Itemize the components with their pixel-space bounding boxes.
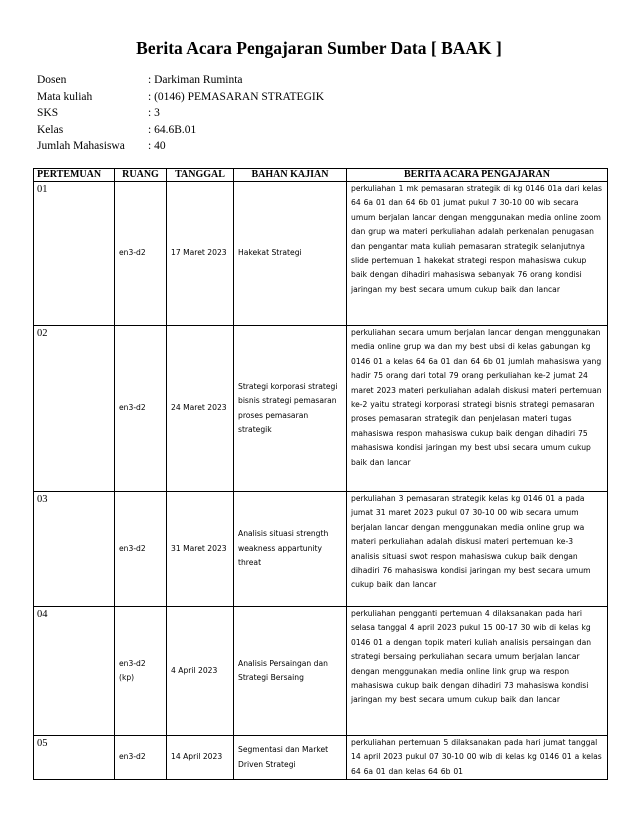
table-row xyxy=(34,736,608,780)
meta-label: Mata kuliah xyxy=(37,90,93,103)
header-pertemuan: PERTEMUAN xyxy=(34,169,115,182)
cell-bahan-kajian: Hakekat Strategi xyxy=(234,182,347,326)
header-tanggal: TANGGAL xyxy=(167,169,234,182)
berita-text: perkuliahan 1 mk pemasaran strategik di kg 0146 01a dari kelas 64 6a 01 dan 64 6b 01 jumat pukul 7 30-10 00 wib secara umum berjalan lancar dengan menggunakan media online zoom dan grup wa materi perkuliahan adalah perkenalan penugasan dan pengantar mata kuliah pemasaran strategik selanjutnya slide pertemuan 1 hakekat strategi respon mahasiswa cukup baik dengan dihadiri mahasiswa sebanyak 76 orang kondisi jaringan my best secara umum cukup baik dan lancar xyxy=(351,184,602,294)
header-berita-acara: BERITA ACARA PENGAJARAN xyxy=(347,169,608,182)
cell-pertemuan: 04 xyxy=(34,607,115,736)
berita-acara-table xyxy=(33,168,608,780)
table-row xyxy=(34,326,608,492)
cell-tanggal: 4 April 2023 xyxy=(167,607,234,736)
cell-bahan-kajian: Segmentasi dan Market Driven Strategi xyxy=(234,736,347,780)
meta-row-mata-kuliah xyxy=(37,89,324,106)
cell-pertemuan: 05 xyxy=(34,736,115,780)
meta-value: : 64.6B.01 xyxy=(148,123,197,136)
cell-pertemuan: 02 xyxy=(34,326,115,492)
meta-value: : (0146) PEMASARAN STRATEGIK xyxy=(148,90,325,103)
cell-tanggal: 24 Maret 2023 xyxy=(167,326,234,492)
cell-ruang: en3-d2 (kp) xyxy=(115,607,167,736)
meta-row-sks xyxy=(37,105,324,122)
cell-bahan-kajian: Strategi korporasi strategi bisnis strategi pemasaran proses pemasaran strategik xyxy=(234,326,347,492)
meta-row-jumlah-mahasiswa xyxy=(37,138,324,155)
cell-ruang: en3-d2 xyxy=(115,492,167,607)
cell-berita-acara xyxy=(347,736,608,780)
table-row xyxy=(34,607,608,736)
meta-row-dosen xyxy=(37,72,324,89)
document-title: Berita Acara Pengajaran Sumber Data [ BAAK ] xyxy=(136,38,502,58)
table-row xyxy=(34,182,608,326)
header-bahan-kajian: BAHAN KAJIAN xyxy=(234,169,347,182)
meta-value: : Darkiman Ruminta xyxy=(148,74,243,86)
cell-berita-acara xyxy=(347,326,608,492)
cell-bahan-kajian: Analisis Persaingan dan Strategi Bersaing xyxy=(234,607,347,736)
cell-berita-acara xyxy=(347,182,608,326)
table-row xyxy=(34,492,608,607)
meta-label: Kelas xyxy=(37,123,64,136)
berita-text: perkuliahan pengganti pertemuan 4 dilaksanakan pada hari selasa tanggal 4 april 2023 pukul 15 00-17 30 wib di kelas kg 0146 01 a dengan topik materi kuliah analisis persaingan dan strategi bersaing perkuliahan secara umum berjalan lancar dengan menggunakan media online link grup wa respon mahasiswa cukup baik dengan dihadiri 73 mahasiswa kondisi jaringan my best secara umum cukup baik dan lancar xyxy=(351,609,592,705)
course-info xyxy=(37,72,324,155)
cell-bahan-kajian: Analisis situasi strength weakness appartunity threat xyxy=(234,492,347,607)
meta-value: : 40 xyxy=(148,140,166,153)
berita-text: perkuliahan 3 pemasaran strategik kelas kg 0146 01 a pada jumat 31 maret 2023 pukul 07 30-10 00 wib secara umum berjalan lancar dengan menggunakan media online grup wa materi perkuliahan adalah diskusi materi pertemuan ke-3 analisis situasi swot respon mahasiswa cukup baik dengan dihadiri 76 mahasiswa kondisi jaringan my best secara umum cukup baik dan lancar xyxy=(351,494,591,590)
meta-row-kelas xyxy=(37,122,324,139)
table-header-row xyxy=(34,169,608,182)
cell-tanggal: 17 Maret 2023 xyxy=(167,182,234,326)
cell-ruang: en3-d2 xyxy=(115,736,167,780)
cell-tanggal: 14 April 2023 xyxy=(167,736,234,780)
meta-label: Dosen xyxy=(37,74,67,86)
header-ruang: RUANG xyxy=(115,169,167,182)
cell-pertemuan: 03 xyxy=(34,492,115,607)
cell-ruang: en3-d2 xyxy=(115,182,167,326)
berita-text: perkuliahan pertemuan 5 dilaksanakan pada hari jumat tanggal 14 april 2023 pukul 07 30-10 00 wib di kelas kg 0146 01 a kelas 64 6a 01 dan kelas 64 6b 01 xyxy=(351,738,602,776)
cell-tanggal: 31 Maret 2023 xyxy=(167,492,234,607)
cell-pertemuan: 01 xyxy=(34,182,115,326)
cell-berita-acara xyxy=(347,492,608,607)
berita-text: perkuliahan secara umum berjalan lancar dengan menggunakan media online grup wa dan my best ubsi di kelas gabungan kg 0146 01 a kelas 64 6a 01 dan 64 6b 01 jumlah mahasiswa yang hadir 75 orang dari total 79 orang perkuliahan ke-2 jumat 24 maret 2023 materi perkuliahan adalah diskusi materi pertemuan ke-2 yaitu strategi korporasi strategi bisnis strategi pemasaran proses pemasaran strategik dan penjelasan materi tugas mahasiswa respon mahasiswa cukup baik dengan dihadiri 75 mahasiswa kondisi jaringan my best ubsi secara umum cukup baik dan lancar xyxy=(351,328,602,467)
meta-label: SKS xyxy=(37,107,59,120)
cell-berita-acara xyxy=(347,607,608,736)
cell-ruang: en3-d2 xyxy=(115,326,167,492)
meta-label: Jumlah Mahasiswa xyxy=(37,140,125,153)
meta-value: : 3 xyxy=(148,107,160,120)
